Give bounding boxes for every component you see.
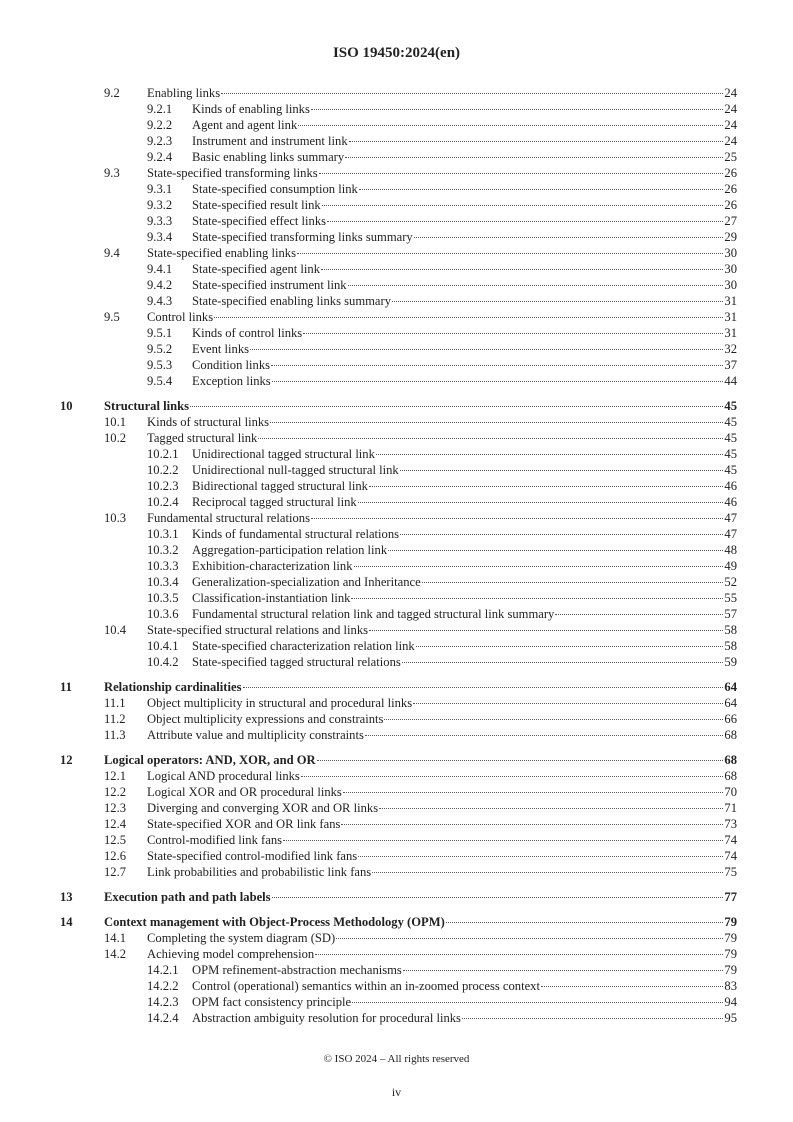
toc-entry[interactable] [60, 165, 737, 181]
toc-entry[interactable] [60, 341, 737, 357]
toc-entry-page[interactable]: 45 [724, 431, 737, 445]
dot-leader [349, 141, 724, 142]
toc-entry-title[interactable]: Kinds of structural links [147, 415, 270, 429]
toc-entry-title[interactable]: Agent and agent link [192, 118, 298, 132]
toc-entry-number: 10.4 [104, 623, 127, 637]
toc-entry-title[interactable]: Event links [192, 342, 250, 356]
toc-entry-title[interactable]: State-specified consumption link [192, 182, 358, 196]
toc-entry-title[interactable]: Aggregation-participation relation link [192, 543, 388, 557]
toc-entry-number: 9.5 [104, 310, 120, 324]
toc-entry-number: 9.4.2 [147, 278, 173, 292]
dot-leader [414, 237, 724, 238]
toc-entry-title[interactable]: State-specified structural relations and links [147, 623, 369, 637]
toc-entry-title[interactable]: Reciprocal tagged structural link [192, 495, 357, 509]
dot-leader [345, 157, 723, 158]
dot-leader [402, 662, 724, 663]
toc-entry-page[interactable]: 74 [724, 849, 737, 863]
toc-entry-number: 10.3.4 [147, 575, 179, 589]
dot-leader [321, 269, 723, 270]
toc-entry[interactable] [60, 117, 737, 133]
toc-entry-page[interactable]: 47 [724, 511, 737, 525]
toc-entry-page[interactable]: 25 [724, 150, 737, 164]
toc-entry-number: 9.2 [104, 86, 120, 100]
toc-entry[interactable] [60, 325, 737, 341]
toc-entry[interactable] [60, 930, 737, 946]
toc-entry-number: 12.5 [104, 833, 127, 847]
toc-entry[interactable] [60, 542, 737, 558]
toc-entry-number: 10.4.1 [147, 639, 179, 653]
toc-entry[interactable] [60, 261, 737, 277]
toc-entry-title[interactable]: Control links [147, 310, 214, 324]
toc-entry-page[interactable]: 68 [724, 728, 737, 742]
toc-entry-number: 9.5.3 [147, 358, 173, 372]
toc-entry-number: 9.4.3 [147, 294, 173, 308]
toc-entry-number: 10.2.4 [147, 495, 179, 509]
toc-entry-number: 14.2.2 [147, 979, 179, 993]
toc-entry-page[interactable]: 27 [724, 214, 737, 228]
toc-entry-page[interactable]: 71 [724, 801, 737, 815]
dot-leader [283, 840, 723, 841]
toc-entry-page[interactable]: 26 [724, 182, 737, 196]
toc-entry[interactable] [60, 309, 737, 325]
dot-leader [311, 518, 723, 519]
toc-entry-number: 10.3.6 [147, 607, 179, 621]
toc-entry-number: 11.1 [104, 696, 126, 710]
toc-entry-title[interactable]: Basic enabling links summary [192, 150, 345, 164]
toc-entry-page[interactable]: 24 [724, 118, 737, 132]
dot-leader [250, 349, 723, 350]
toc-entry-number: 9.3.3 [147, 214, 173, 228]
toc-entry-page[interactable]: 66 [724, 712, 737, 726]
toc-entry-page[interactable]: 79 [724, 931, 737, 945]
toc-entry[interactable] [60, 978, 737, 994]
dot-leader [403, 970, 724, 971]
toc-entry[interactable] [60, 462, 737, 478]
toc-entry-title[interactable]: Kinds of control links [192, 326, 303, 340]
toc-entry[interactable] [60, 654, 737, 670]
document-header: ISO 19450:2024(en) [332, 45, 461, 61]
dot-leader [462, 1018, 723, 1019]
toc-entry-page[interactable]: 45 [724, 415, 737, 429]
toc-entry-page[interactable]: 46 [724, 479, 737, 493]
toc-entry-title[interactable]: State-specified effect links [192, 214, 327, 228]
toc-entry-title[interactable]: State-specified instrument link [192, 278, 347, 292]
toc-entry-title[interactable]: Abstraction ambiguity resolution for procedural links [192, 1011, 461, 1025]
dot-leader [384, 719, 723, 720]
toc-entry[interactable] [60, 946, 737, 962]
dot-leader [392, 301, 723, 302]
toc-entry-page[interactable]: 75 [724, 865, 737, 879]
toc-entry-number: 11.2 [104, 712, 126, 726]
toc-entry-title[interactable]: Kinds of enabling links [192, 102, 310, 116]
toc-entry-number: 9.4 [104, 246, 120, 260]
dot-leader [258, 438, 723, 439]
toc-entry-title[interactable]: Object multiplicity expressions and constraints [147, 712, 384, 726]
toc-entry-title[interactable]: Generalization-specialization and Inheritance [192, 575, 421, 589]
toc-entry[interactable] [60, 373, 737, 389]
toc-entry[interactable] [60, 558, 737, 574]
toc-entry-page[interactable]: 30 [724, 278, 737, 292]
dot-leader [369, 486, 723, 487]
dot-leader [298, 125, 723, 126]
toc-entry-number: 14.2.1 [147, 963, 179, 977]
toc-entry[interactable] [60, 889, 737, 905]
toc-entry-number: 9.5.4 [147, 374, 173, 388]
toc-entry-page[interactable]: 70 [724, 785, 737, 799]
toc-entry-page[interactable]: 31 [724, 310, 737, 324]
toc-entry-title[interactable]: Execution path and path labels [104, 890, 271, 904]
toc-entry-page[interactable]: 37 [724, 358, 737, 372]
toc-entry[interactable] [60, 962, 737, 978]
dot-leader [327, 221, 723, 222]
toc-entry[interactable] [60, 478, 737, 494]
toc-entry[interactable] [60, 149, 737, 165]
toc-entry-number: 9.3.2 [147, 198, 173, 212]
dot-leader [446, 922, 724, 923]
dot-leader [341, 824, 723, 825]
toc-entry[interactable] [60, 510, 737, 526]
toc-entry-number: 9.3 [104, 166, 120, 180]
toc-entry-number: 9.3.4 [147, 230, 173, 244]
toc-entry-page[interactable]: 58 [724, 623, 737, 637]
toc-entry-title[interactable]: Instrument and instrument link [192, 134, 348, 148]
toc-entry-title[interactable]: Classification-instantiation link [192, 591, 351, 605]
dot-leader [365, 735, 724, 736]
toc-entry-title[interactable]: Completing the system diagram (SD) [147, 931, 336, 945]
toc-entry-number: 13 [60, 890, 73, 904]
dot-leader [322, 205, 724, 206]
toc-entry-page[interactable]: 45 [724, 447, 737, 461]
toc-entry-number: 10.3.1 [147, 527, 179, 541]
toc-entry-title[interactable]: State-specified result link [192, 198, 321, 212]
toc-entry[interactable] [60, 277, 737, 293]
dot-leader [359, 189, 724, 190]
toc-entry[interactable] [60, 197, 737, 213]
toc-entry-number: 12.7 [104, 865, 127, 879]
toc-entry-number: 9.3.1 [147, 182, 173, 196]
toc-entry[interactable] [60, 494, 737, 510]
toc-entry[interactable] [60, 1010, 737, 1026]
copyright-notice: © ISO 2024 – All rights reserved [323, 1053, 470, 1065]
toc-entry-number: 10.3 [104, 511, 127, 525]
toc-entry-title[interactable]: Relationship cardinalities [104, 680, 242, 694]
toc-entry-page[interactable]: 64 [724, 696, 737, 710]
toc-entry-number: 14.2.3 [147, 995, 179, 1009]
toc-entry-page[interactable]: 29 [724, 230, 737, 244]
toc-entry-number: 9.2.4 [147, 150, 173, 164]
dot-leader [301, 776, 724, 777]
toc-entry[interactable] [60, 711, 737, 727]
dot-leader [413, 703, 723, 704]
toc-entry-page[interactable]: 47 [724, 527, 737, 541]
toc-entry[interactable] [60, 590, 737, 606]
toc-entry[interactable] [60, 768, 737, 784]
dot-leader [336, 938, 723, 939]
dot-leader [352, 1002, 723, 1003]
toc-entry[interactable] [60, 727, 737, 743]
toc-entry-number: 14.1 [104, 931, 127, 945]
toc-entry[interactable] [60, 245, 737, 261]
toc-entry-title[interactable]: State-specified enabling links [147, 246, 296, 260]
toc-entry[interactable] [60, 606, 737, 622]
dot-leader [388, 550, 723, 551]
dot-leader [190, 406, 723, 407]
toc-entry[interactable] [60, 679, 737, 695]
toc-entry[interactable] [60, 816, 737, 832]
toc-entry-number: 10.3.3 [147, 559, 179, 573]
toc-entry-page[interactable]: 79 [724, 963, 737, 977]
toc-entry-page[interactable]: 26 [724, 198, 737, 212]
dot-leader [400, 470, 724, 471]
toc-entry-number: 9.5.1 [147, 326, 173, 340]
toc-entry-page[interactable]: 26 [724, 166, 737, 180]
toc-entry[interactable] [60, 446, 737, 462]
dot-leader [272, 897, 724, 898]
toc-entry[interactable] [60, 752, 737, 768]
toc-entry[interactable] [60, 526, 737, 542]
dot-leader [379, 808, 723, 809]
toc-entry-page[interactable]: 79 [724, 915, 737, 929]
toc-entry-number: 9.2.2 [147, 118, 173, 132]
toc-entry-number: 9.5.2 [147, 342, 173, 356]
toc-entry-number: 10.2.3 [147, 479, 179, 493]
toc-entry-number: 12.1 [104, 769, 127, 783]
dot-leader [243, 687, 724, 688]
toc-entry-number: 9.4.1 [147, 262, 173, 276]
toc-entry-page[interactable]: 64 [724, 680, 737, 694]
toc-entry-title[interactable]: Kinds of fundamental structural relations [192, 527, 400, 541]
toc-entry[interactable] [60, 293, 737, 309]
toc-entry[interactable] [60, 398, 737, 414]
toc-entry-title[interactable]: Structural links [104, 399, 190, 413]
dot-leader [343, 792, 724, 793]
toc-entry[interactable] [60, 101, 737, 117]
toc-entry-number: 10.1 [104, 415, 127, 429]
dot-leader [351, 598, 723, 599]
toc-entry-title[interactable]: Achieving model comprehension [147, 947, 315, 961]
dot-leader [369, 630, 723, 631]
toc-entry-number: 10.2.2 [147, 463, 179, 477]
toc-entry-number: 12.6 [104, 849, 127, 863]
toc-entry-title[interactable]: Context management with Object-Process Methodology (OPM) [104, 915, 445, 929]
toc-entry-title[interactable]: State-specified enabling links summary [192, 294, 392, 308]
dot-leader [541, 986, 723, 987]
toc-entry-page[interactable]: 59 [724, 655, 737, 669]
toc-entry-title[interactable]: State-specified characterization relation link [192, 639, 415, 653]
toc-entry-title[interactable]: Attribute value and multiplicity constraints [147, 728, 364, 742]
toc-entry-page[interactable]: 46 [724, 495, 737, 509]
toc-entry-title[interactable]: Logical XOR and OR procedural links [147, 785, 342, 799]
toc-entry-page[interactable]: 77 [724, 890, 737, 904]
toc-entry-number: 10.4.2 [147, 655, 179, 669]
toc-entry-title[interactable]: Bidirectional tagged structural link [192, 479, 368, 493]
toc-entry-title[interactable]: Tagged structural link [147, 431, 258, 445]
toc-entry-number: 9.2.3 [147, 134, 173, 148]
toc-entry-page[interactable]: 30 [724, 246, 737, 260]
toc-entry-page[interactable]: 24 [724, 134, 737, 148]
toc-entry-page[interactable]: 83 [724, 979, 737, 993]
dot-leader [319, 173, 724, 174]
toc-entry[interactable] [60, 229, 737, 245]
toc-entry-page[interactable]: 55 [724, 591, 737, 605]
toc-entry[interactable] [60, 784, 737, 800]
toc-entry-page[interactable]: 32 [724, 342, 737, 356]
toc-entry-number: 10.3.5 [147, 591, 179, 605]
toc-entry-number: 11.3 [104, 728, 126, 742]
toc-entry-title[interactable]: Link probabilities and probabilistic link fans [147, 865, 372, 879]
toc-entry-page[interactable]: 45 [724, 463, 737, 477]
toc-entry-page[interactable]: 94 [724, 995, 737, 1009]
toc-entry[interactable] [60, 638, 737, 654]
toc-entry-title[interactable]: Fundamental structural relations [147, 511, 310, 525]
toc-entry-title[interactable]: State-specified transforming links summary [192, 230, 413, 244]
toc-entry-title[interactable]: OPM refinement-abstraction mechanisms [192, 963, 402, 977]
dot-leader [270, 422, 723, 423]
toc-entry[interactable] [60, 994, 737, 1010]
toc-entry-title[interactable]: State-specified XOR and OR link fans [147, 817, 341, 831]
toc-entry-page[interactable]: 79 [724, 947, 737, 961]
toc-entry-page[interactable]: 74 [724, 833, 737, 847]
page-number: iv [391, 1085, 402, 1099]
toc-entry-page[interactable]: 73 [724, 817, 737, 831]
toc-entry-page[interactable]: 31 [724, 326, 737, 340]
toc-entry-number: 14 [60, 915, 73, 929]
toc-entry-page[interactable]: 45 [724, 399, 737, 413]
toc-entry-title[interactable]: Logical operators: AND, XOR, and OR [104, 753, 316, 767]
dot-leader [376, 454, 724, 455]
dot-leader [358, 502, 724, 503]
toc-entry-title[interactable]: State-specified transforming links [147, 166, 318, 180]
toc-entry-page[interactable]: 44 [724, 374, 737, 388]
toc-entry[interactable] [60, 574, 737, 590]
toc-entry-number: 11 [60, 680, 72, 694]
toc-entry-title[interactable]: Exhibition-characterization link [192, 559, 353, 573]
dot-leader [317, 760, 724, 761]
toc-entry-number: 10.2.1 [147, 447, 179, 461]
toc-entry-number: 10.3.2 [147, 543, 179, 557]
toc-entry[interactable] [60, 832, 737, 848]
toc-entry-title[interactable]: State-specified agent link [192, 262, 320, 276]
toc-entry-number: 10 [60, 399, 73, 413]
toc-entry-number: 14.2.4 [147, 1011, 179, 1025]
dot-leader [297, 253, 723, 254]
toc-entry-title[interactable]: Exception links [192, 374, 271, 388]
dot-leader [303, 333, 723, 334]
dot-leader [555, 614, 723, 615]
toc-entry[interactable] [60, 800, 737, 816]
toc-entry-page[interactable]: 49 [724, 559, 737, 573]
toc-entry-title[interactable]: Object multiplicity in structural and procedural links [147, 696, 413, 710]
toc-entry-title[interactable]: State-specified control-modified link fans [147, 849, 358, 863]
toc-entry[interactable] [60, 430, 737, 446]
dot-leader [271, 365, 723, 366]
toc-entry-title[interactable]: Logical AND procedural links [147, 769, 300, 783]
toc-entry-page[interactable]: 57 [724, 607, 737, 621]
toc-entry[interactable] [60, 357, 737, 373]
toc-entry-page[interactable]: 30 [724, 262, 737, 276]
dot-leader [354, 566, 724, 567]
toc-entry-page[interactable]: 48 [724, 543, 737, 557]
dot-leader [214, 317, 723, 318]
dot-leader [400, 534, 723, 535]
toc-entry[interactable] [60, 85, 737, 101]
toc-entry[interactable] [60, 213, 737, 229]
toc-entry-number: 12 [60, 753, 73, 767]
dot-leader [358, 856, 723, 857]
toc-entry[interactable] [60, 181, 737, 197]
dot-leader [416, 646, 724, 647]
toc-entry[interactable] [60, 864, 737, 880]
toc-entry-title[interactable]: Enabling links [147, 86, 221, 100]
toc-entry[interactable] [60, 914, 737, 930]
toc-entry-page[interactable]: 24 [724, 102, 737, 116]
toc-entry[interactable] [60, 133, 737, 149]
toc-entry-number: 12.2 [104, 785, 127, 799]
dot-leader [311, 109, 724, 110]
toc-entry-title[interactable]: Control-modified link fans [147, 833, 283, 847]
dot-leader [221, 93, 723, 94]
toc-entry-page[interactable]: 31 [724, 294, 737, 308]
dot-leader [272, 381, 724, 382]
toc-entry-page[interactable]: 68 [724, 753, 737, 767]
toc-entry-title[interactable]: State-specified tagged structural relations [192, 655, 401, 669]
toc-entry-number: 12.3 [104, 801, 127, 815]
toc-entry-number: 14.2 [104, 947, 127, 961]
toc-entry-page[interactable]: 52 [724, 575, 737, 589]
toc-entry-title[interactable]: OPM fact consistency principle [192, 995, 352, 1009]
table-of-contents [60, 85, 737, 1026]
toc-entry-page[interactable]: 24 [724, 86, 737, 100]
toc-entry[interactable] [60, 695, 737, 711]
toc-entry-number: 10.2 [104, 431, 127, 445]
dot-leader [315, 954, 723, 955]
toc-entry-page[interactable]: 68 [724, 769, 737, 783]
toc-entry-number: 9.2.1 [147, 102, 173, 116]
toc-entry-title[interactable]: Diverging and converging XOR and OR links [147, 801, 379, 815]
toc-entry-title[interactable]: Unidirectional tagged structural link [192, 447, 375, 461]
toc-entry-title[interactable]: Fundamental structural relation link and tagged structural link summary [192, 607, 555, 621]
toc-entry[interactable] [60, 414, 737, 430]
toc-entry-page[interactable]: 58 [724, 639, 737, 653]
toc-entry-title[interactable]: Condition links [192, 358, 271, 372]
toc-entry-number: 12.4 [104, 817, 127, 831]
dot-leader [372, 872, 723, 873]
toc-entry[interactable] [60, 848, 737, 864]
dot-leader [348, 285, 724, 286]
toc-entry-page[interactable]: 95 [724, 1011, 737, 1025]
dot-leader [422, 582, 724, 583]
toc-entry-title[interactable]: Control (operational) semantics within an in-zoomed process context [192, 979, 540, 993]
toc-entry-title[interactable]: Unidirectional null-tagged structural link [192, 463, 399, 477]
toc-entry[interactable] [60, 622, 737, 638]
